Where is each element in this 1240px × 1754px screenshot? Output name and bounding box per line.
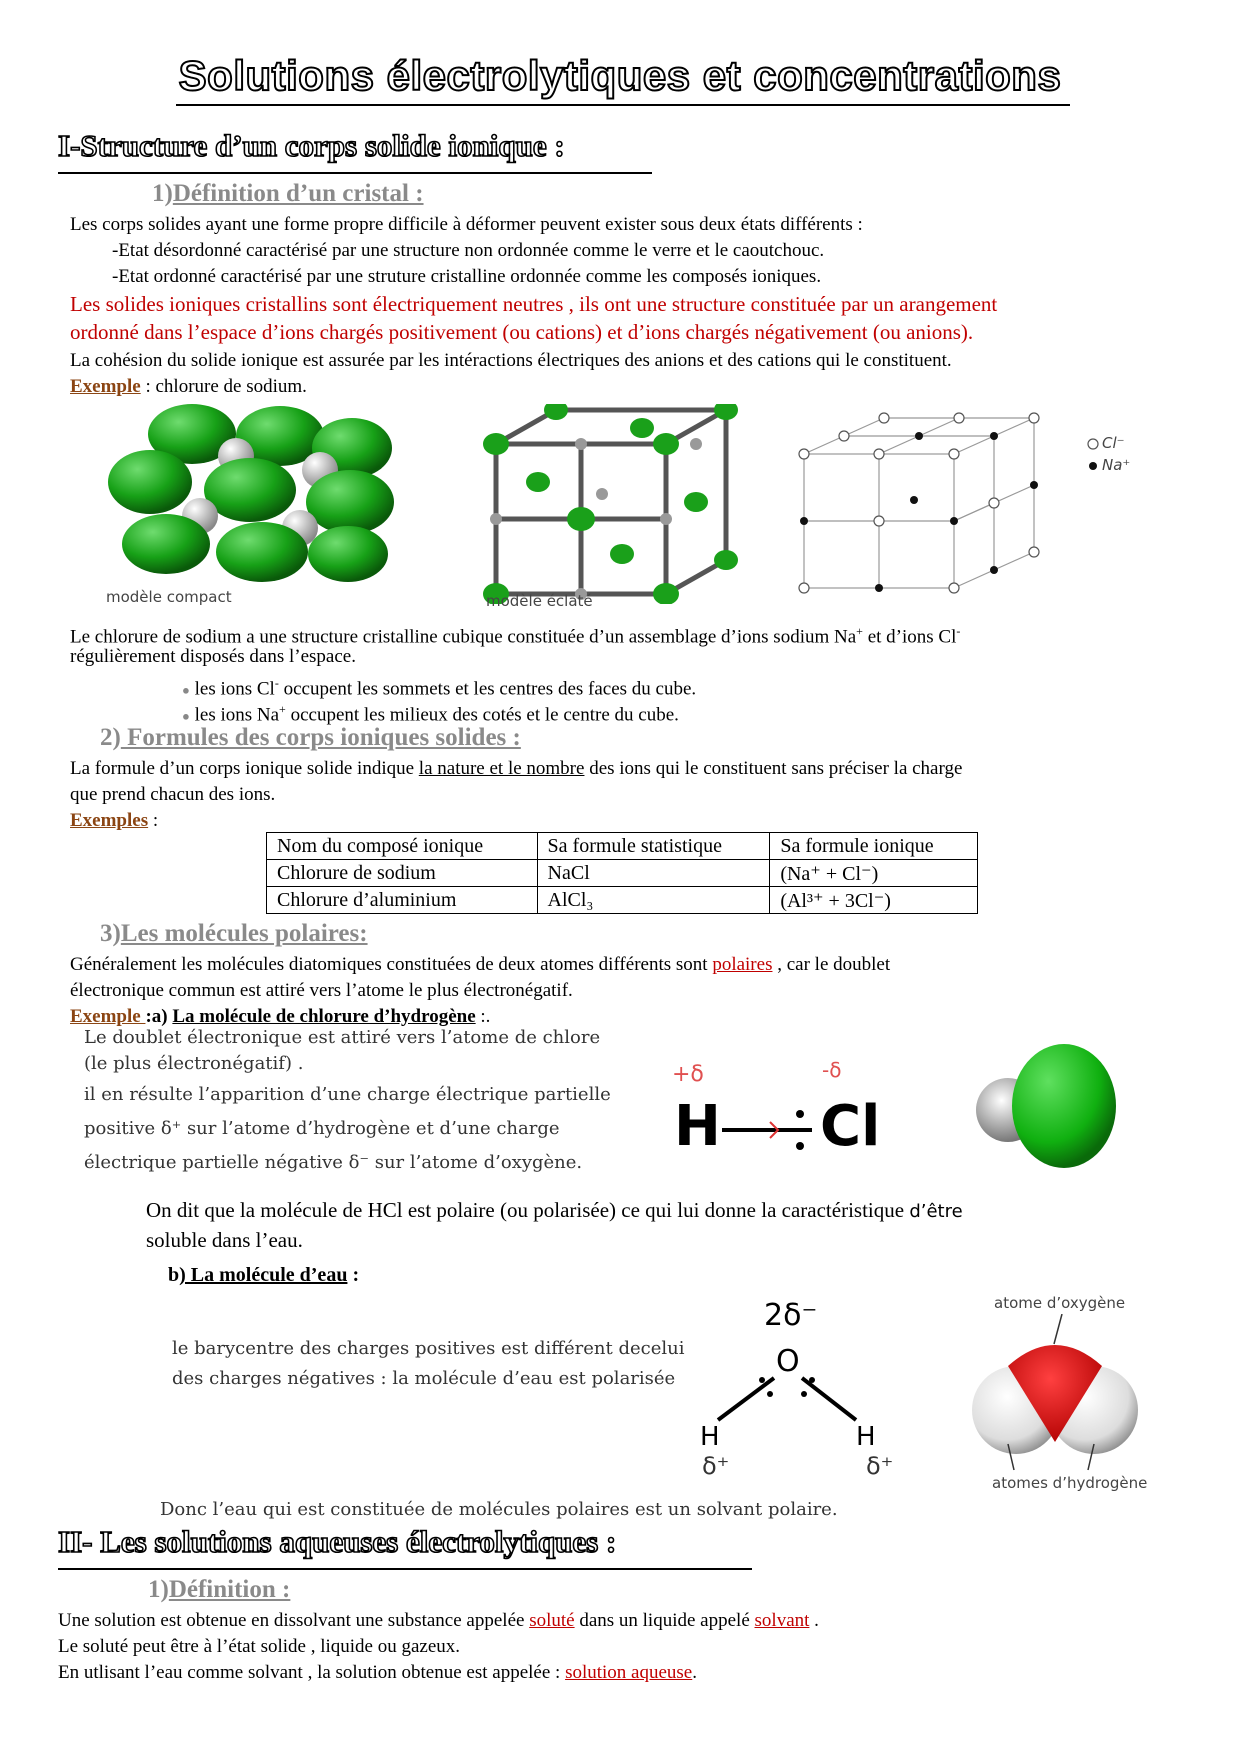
water-conclusion: Donc l’eau qui est constituée de molécules polaires est un solvant polaire. [160, 1499, 838, 1520]
hcl-bond-arrow-icon [718, 1100, 818, 1160]
paragraph: électronique commun est attiré vers l’atome le plus électronégatif. [70, 980, 573, 1001]
nacl-compact-model-figure [100, 404, 400, 604]
nacl-lattice-figure [790, 410, 1060, 596]
ionic-formulas-table [266, 832, 978, 914]
water-molecule-model-figure [970, 1314, 1140, 1484]
table-cell: (Na⁺ + Cl⁻) [770, 860, 978, 887]
subsection-2-1-heading: 1)Définition : [148, 1576, 291, 1603]
legend-cl: Cl⁻ [1102, 434, 1125, 452]
section-1-heading: I-Structure d’un corps solide ionique : [58, 128, 565, 163]
example-hcl-line: Exemple :a) La molécule de chlorure d’hydrogène :. [70, 1006, 491, 1027]
paragraph: Le soluté peut être à l’état solide , liquide ou gazeux. [58, 1636, 461, 1657]
example-line: Exemple : chlorure de sodium. [70, 376, 307, 397]
partial-negative-charge: -δ [822, 1058, 842, 1082]
title-underline [176, 104, 1070, 106]
hcl-explanation-text: Le doublet électronique est attiré vers l’atome de chlore (le plus électronégatif) . il en résulte l’apparition d’une charge électrique partielle positive δ⁺ sur l’atome d’hydrogène et d’une charge électrique partielle négative δ⁻ sur l’atome d’oxygène. [84, 1027, 611, 1173]
bullet-item: ● les ions Cl- occupent les sommets et les centres des faces du cube. [182, 676, 697, 700]
example-label: Exemple [70, 376, 141, 397]
table-header-cell: Sa formule statistique [537, 833, 770, 860]
table-cell: (Al³⁺ + 3Cl⁻) [770, 887, 978, 914]
water-explanation-text: le barycentre des charges positives est différent decelui des charges négatives : la molécule d’eau est polarisée [172, 1338, 685, 1389]
examples-label: Exemples [70, 810, 149, 831]
hydrogen-right-symbol: H [856, 1422, 876, 1452]
legend-na: Na⁺ [1102, 456, 1131, 474]
table-header-row [267, 833, 978, 860]
figure-caption-exploded: modèle éclaté [486, 592, 593, 610]
table-cell: AlCl₃ [537, 887, 770, 914]
paragraph: -Etat désordonné caractérisé par une structure non ordonnée comme le verre et le caoutchouc. [112, 240, 825, 261]
table-cell: Chlorure d’aluminium [267, 887, 538, 914]
table-row [267, 860, 978, 887]
figure-caption-compact: modèle compact [106, 588, 232, 606]
water-subheading: b) La molécule d’eau : [168, 1264, 360, 1286]
water-bonds-icon [706, 1372, 866, 1432]
partial-positive-charge: +δ [672, 1062, 704, 1087]
table-cell: NaCl [537, 860, 770, 887]
lattice-legend-markers [1086, 436, 1100, 476]
label-hydrogen-atoms: atomes d’hydrogène [992, 1474, 1148, 1492]
oxygen-symbol: O [776, 1344, 800, 1379]
paragraph: régulièrement disposés dans l’espace. [70, 646, 356, 667]
section-1-underline [58, 172, 652, 174]
bullet-item: ● les ions Na+ occupent les milieux des cotés et le centre du cube. [182, 702, 679, 726]
hydrogen-left-charge: δ⁺ [702, 1452, 730, 1480]
oxygen-partial-charge: 2δ⁻ [764, 1298, 818, 1333]
page-title: Solutions électrolytiques et concentrations [178, 52, 1062, 99]
hcl-molecule-model-figure [972, 1042, 1122, 1172]
nacl-exploded-model-figure [482, 404, 742, 604]
nacl-description: Le chlorure de sodium a une structure cristalline cubique constituée d’un assemblage d’ions sodium Na+ et d’ions Cl- [70, 624, 961, 648]
bullet-icon: ● [182, 708, 190, 724]
paragraph: Généralement les molécules diatomiques constituées de deux atomes différents sont polaires , car le doublet [70, 954, 891, 975]
label-oxygen-atom: atome d’oxygène [994, 1294, 1126, 1312]
table-header-cell: Nom du composé ionique [267, 833, 538, 860]
bullet-icon: ● [182, 682, 190, 698]
hydrogen-left-symbol: H [700, 1422, 720, 1452]
subsection-1-1-heading: 1)Définition d’un cristal : [152, 180, 424, 207]
paragraph: -Etat ordonné caractérisé par une struture cristalline ordonnée comme les composés ioniques. [112, 266, 822, 287]
hydrogen-right-charge: δ⁺ [866, 1452, 894, 1480]
subsection-1-2-heading: 2) Formules des corps ioniques solides : [100, 724, 521, 751]
paragraph: que prend chacun des ions. [70, 784, 276, 805]
paragraph: En utlisant l’eau comme solvant , la solution obtenue est appelée : solution aqueuse. [58, 1662, 697, 1683]
section-2-heading: II- Les solutions aqueuses électrolytiques : [58, 1524, 617, 1559]
table-row [267, 887, 978, 914]
paragraph: Une solution est obtenue en dissolvant une substance appelée soluté dans un liquide appelé solvant . [58, 1610, 819, 1631]
subsection-1-3-heading: 3)Les molécules polaires: [100, 920, 368, 947]
table-cell: Chlorure de sodium [267, 860, 538, 887]
section-2-underline [58, 1568, 752, 1570]
chlorine-symbol: Cl [820, 1094, 881, 1159]
paragraph: Les corps solides ayant une forme propre difficile à déformer peuvent exister sous deux états différents : [70, 214, 863, 235]
highlight-text: Les solides ioniques cristallins sont électriquement neutres , ils ont une structure constituée par un arangement [70, 292, 998, 316]
table-header-cell: Sa formule ionique [770, 833, 978, 860]
highlight-text: ordonné dans l’espace d’ions chargés positivement (ou cations) et d’ions chargés négativement (ou anions). [70, 320, 974, 344]
hydrogen-symbol: H [674, 1094, 721, 1159]
hcl-conclusion: On dit que la molécule de HCl est polaire (ou polarisée) ce qui lui donne la caractéristique d’être soluble dans l’eau. [146, 1198, 963, 1252]
examples-line: Exemples : [70, 810, 159, 831]
paragraph: La formule d’un corps ionique solide indique la nature et le nombre des ions qui le constituent sans préciser la charge [70, 758, 963, 779]
paragraph: La cohésion du solide ionique est assurée par les intéractions électriques des anions et des cations qui le constituent. [70, 350, 952, 371]
